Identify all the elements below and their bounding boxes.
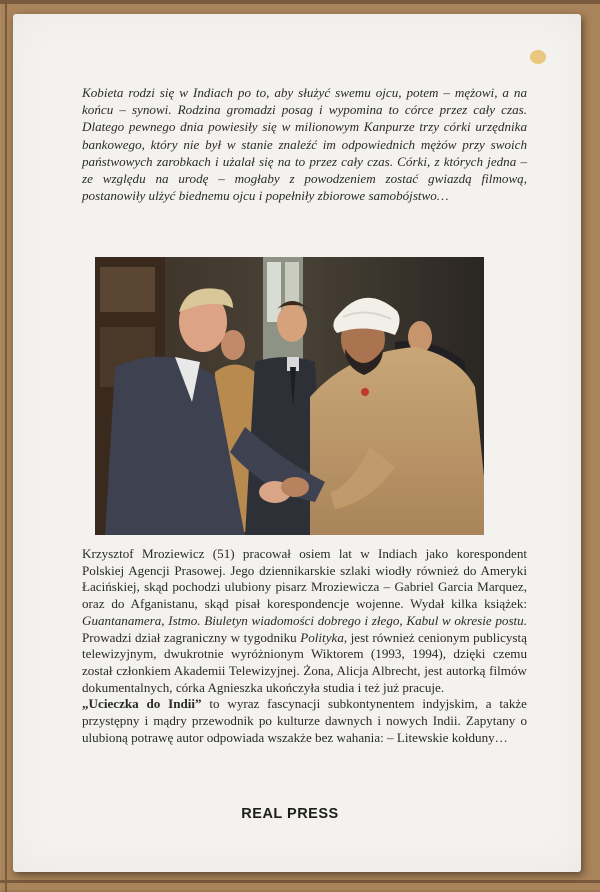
magazine-name: Polityka (300, 629, 344, 645)
book-titles: Guantanamera, Istmo. Biuletyn wiadomości dobrego i złego, Kabul w okresie postu. (82, 612, 527, 628)
publisher-logo: REAL PRESS (241, 806, 339, 822)
tile-grout-left (5, 0, 7, 892)
bio-part-3: , jest również cenionym publicystą telewizyjnym, dwukrotnie wyróżnionym Wiktorem (1993, 1994), dzięki czemu został członkiem Akademii Telewizyjnej. Żona, Alicja Albrecht, jest autorką filmów dokumentalnych, córka Agnieszka ukończyła studia i też już pracuje. (82, 629, 527, 695)
tile-grout-top (0, 0, 600, 4)
book-title: „Ucieczka do Indii” (82, 696, 202, 712)
bio-part-1: (51) pracował osiem lat w Indiach jako korespondent Polskiej Agencji Prasowej. Jego dziennikarskie szlaki wiodły również do Ameryki Łacińskiej, skąd pochodzi ulubiony pisarz Mroziewicza – Gabriel Garcia Marquez, oraz do Afganistanu, skąd pisał korespondencje wojenne. Wydał kilka książek: (82, 546, 528, 612)
bio-part-4: to wyraz fascynacji subkontynentem indyjskim, a także przystępny i mądry przewodnik po kulturze dawnych i nowych Indii. Zapytany o ulubioną potrawę autor odpowiada wszakże bez wahania: – Litewskie kołduny… (82, 696, 527, 745)
author-bio (82, 546, 527, 746)
author-name: Krzysztof Mroziewicz (82, 546, 205, 561)
tile-grout-bottom (0, 880, 600, 883)
cover-photo (95, 257, 484, 535)
bio-part-2: Prowadzi dział zagraniczny w tygodniku (82, 629, 301, 645)
blurb-text: Kobieta rodzi się w Indiach po to, aby służyć swemu ojcu, potem – mężowi, a na końcu – synowi. Rodzina gromadzi posag i wypomina to córce przez cały czas. Dlatego pewnego dnia powiesiły się w milionowym Kanpurze trzy córki urzędnika bankowego, który nie był w stanie znaleźć im odpowiednich mężów przy swoich państwowych zarobkach i użalał się na to przez cały czas. Córki, z których jedna – ze względu na urodę – mogłaby z powodzeniem zostać gwiazdą filmową, postanowiły ulżyć biednemu ojcu i popełniły zbiorowe samobójstwo… (82, 85, 527, 204)
handshake-photo (95, 257, 484, 535)
cover-stain (530, 50, 546, 64)
